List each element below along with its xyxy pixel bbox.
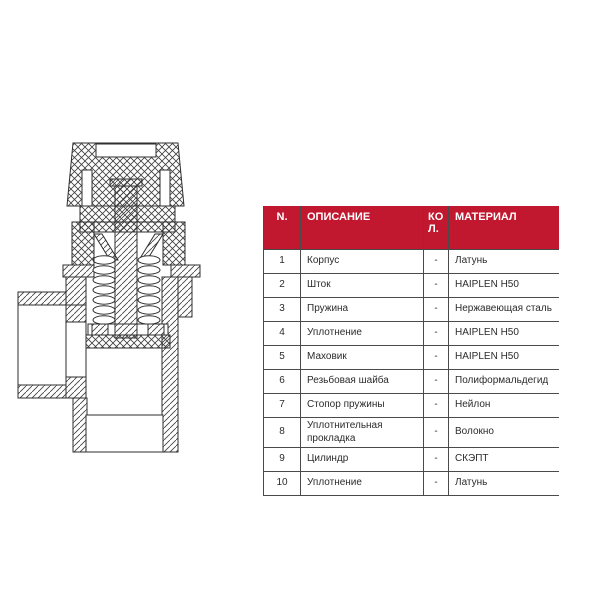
- cell-description: Стопор пружины: [301, 394, 424, 418]
- table-row: [264, 472, 559, 496]
- stem: [110, 179, 142, 338]
- table-row: [264, 418, 559, 448]
- cell-quantity: -: [424, 448, 449, 472]
- cylinder: [86, 415, 163, 452]
- cell-description: Шток: [301, 274, 424, 298]
- cell-number: 2: [264, 274, 301, 298]
- table-row: [264, 370, 559, 394]
- seal-gasket: [86, 335, 170, 348]
- cell-description: Уплотнение: [301, 472, 424, 496]
- cell-number: 8: [264, 418, 301, 448]
- cell-number: 4: [264, 322, 301, 346]
- cell-description: Цилиндр: [301, 448, 424, 472]
- cell-description: Пружина: [301, 298, 424, 322]
- cell-quantity: -: [424, 250, 449, 274]
- cell-quantity: -: [424, 298, 449, 322]
- cell-number: 9: [264, 448, 301, 472]
- cell-quantity: -: [424, 370, 449, 394]
- cell-quantity: -: [424, 472, 449, 496]
- column-header-number: N.: [264, 206, 301, 250]
- spring-left: [93, 256, 115, 324]
- cell-material: Латунь: [449, 250, 559, 274]
- cell-material: Полиформальдегид: [449, 370, 559, 394]
- table-header-row: [264, 206, 559, 250]
- spring-right: [138, 256, 160, 324]
- table-row: [264, 274, 559, 298]
- cell-material: Латунь: [449, 472, 559, 496]
- cell-number: 10: [264, 472, 301, 496]
- valve-cross-section-diagram: [8, 140, 208, 460]
- table-row: [264, 250, 559, 274]
- table-row: [264, 298, 559, 322]
- cell-material: Волокно: [449, 418, 559, 448]
- column-header-quantity: КОЛ.: [424, 206, 449, 250]
- cell-material: HAIPLEN H50: [449, 346, 559, 370]
- cell-material: Нейлон: [449, 394, 559, 418]
- cell-number: 7: [264, 394, 301, 418]
- cell-number: 5: [264, 346, 301, 370]
- column-header-material: МАТЕРИАЛ: [449, 206, 559, 250]
- cell-number: 1: [264, 250, 301, 274]
- cell-description: Уплотнительная прокладка: [301, 418, 424, 448]
- cell-description: Резьбовая шайба: [301, 370, 424, 394]
- inlet-port: [18, 292, 86, 398]
- column-header-description: ОПИСАНИЕ: [301, 206, 424, 250]
- table-row: [264, 322, 559, 346]
- table-row: [264, 448, 559, 472]
- cell-quantity: -: [424, 322, 449, 346]
- table-row: [264, 346, 559, 370]
- cell-description: Корпус: [301, 250, 424, 274]
- cell-quantity: -: [424, 418, 449, 448]
- cell-material: HAIPLEN H50: [449, 274, 559, 298]
- cell-number: 3: [264, 298, 301, 322]
- cell-description: Уплотнение: [301, 322, 424, 346]
- table-row: [264, 394, 559, 418]
- cell-material: Нержавеющая сталь: [449, 298, 559, 322]
- cell-quantity: -: [424, 274, 449, 298]
- cell-description: Маховик: [301, 346, 424, 370]
- cell-quantity: -: [424, 394, 449, 418]
- cell-material: СКЭПТ: [449, 448, 559, 472]
- cell-number: 6: [264, 370, 301, 394]
- cell-quantity: -: [424, 346, 449, 370]
- cell-material: HAIPLEN H50: [449, 322, 559, 346]
- parts-table: [263, 206, 559, 496]
